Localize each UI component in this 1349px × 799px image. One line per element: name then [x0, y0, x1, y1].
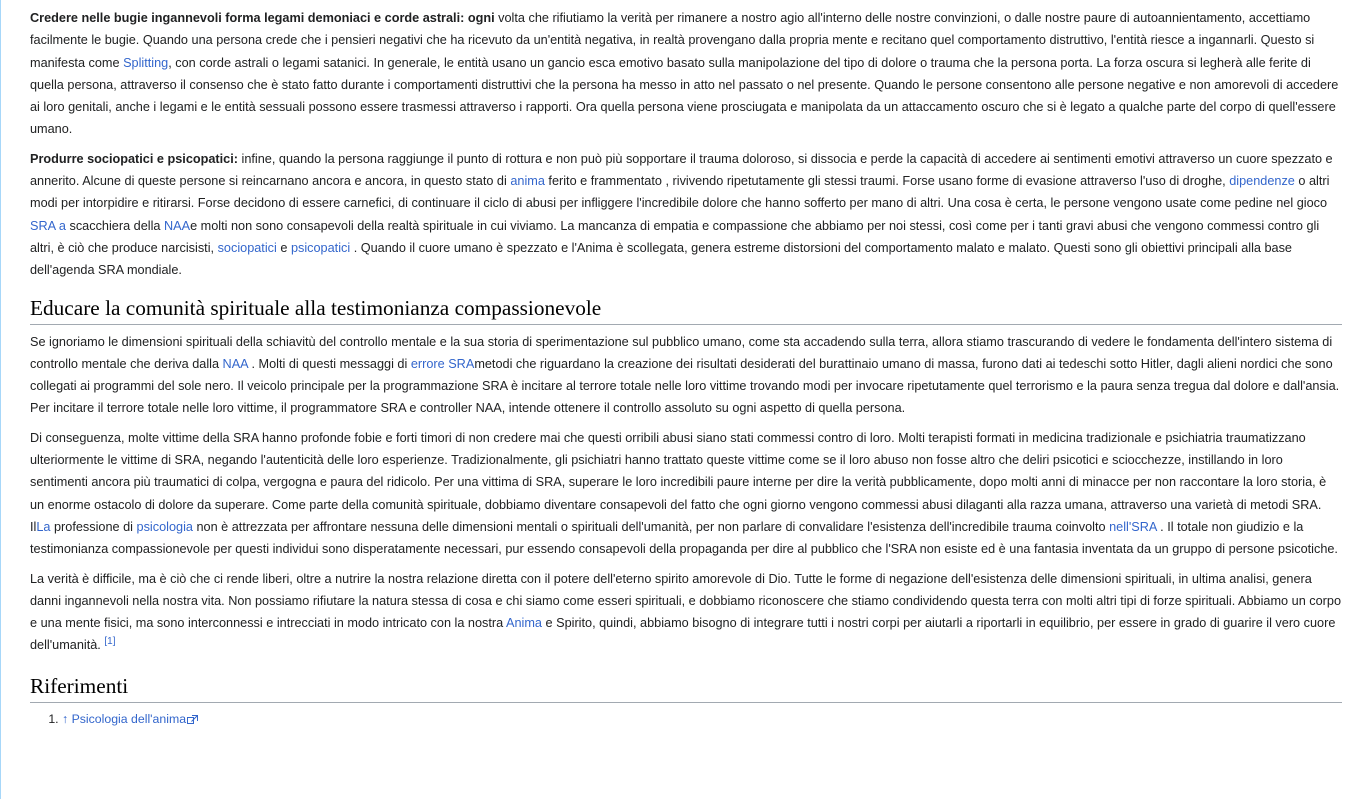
link-naa[interactable]: NAA — [164, 218, 191, 233]
paragraph-truth — [30, 568, 1342, 657]
paragraph-text: e molti non sono consapevoli della realtà spirituale in cui viviamo. La mancanza di empatia e compassione che abbiamo per noi stessi, così come per i tanti gravi abusi che vengono commessi contro gli altri, è ciò che produce narcisisti, — [30, 218, 1320, 255]
link-psicopatici[interactable]: psicopatici — [290, 240, 351, 255]
paragraph-text: Se ignoriamo le dimensioni spirituali della schiavitù del controllo mentale e la sua storia di sperimentazione sul pubblico umano, come sta accadendo sulla terra, allora stiamo trascurando di vedere le fondamenta dell'intero sistema di controllo mentale che deriva dalla — [30, 334, 1333, 371]
reference-item — [62, 709, 1342, 729]
link-nell-sra[interactable]: nell'SRA — [1109, 519, 1157, 534]
reference-link[interactable]: Psicologia dell'anima — [71, 711, 187, 726]
paragraph-text: Di conseguenza, molte vittime della SRA hanno profonde fobie e forti timori di non credere mai che questi orribili abusi siano stati commessi contro di loro. Molti terapisti formati in medicina tradizionale e psichiatria traumatizzano ulteriormente le vittime di SRA, negando l'autenticità delle loro esperienze. Tradizionalmente, gli psichiatri hanno trattato queste vittime come se il loro abuso non fosse altro che deliri psicotici e sciocchezze, instillando in loro sentimenti ancora più traumatici di colpa, vergogna e paura del ridicolo. Per una vittima di SRA, superare le loro incredibili paure interne per dire la verità pubblicamente, dopo molti anni di minacce per non raccontare la loro storia, è un enorme ostacolo di dolore da superare. Come parte della comunità spirituale, dobbiamo diventare consapevoli del fatto che ogni giorno vengono commessi abusi dilaganti alla razza umana, attraverso una varietà di metodi SRA. Il — [30, 430, 1327, 534]
section-heading-educare: Educare la comunità spirituale alla testimonianza compassionevole — [30, 295, 1342, 325]
reference-backlink[interactable]: ↑ — [62, 711, 69, 726]
paragraph-text: ferito e frammentato , rivivendo ripetutamente gli stessi traumi. Forse usano forme di evasione attraverso l'uso di droghe, — [544, 174, 1230, 189]
link-anima[interactable]: anima — [510, 174, 545, 189]
link-naa[interactable]: NAA — [222, 356, 248, 371]
link-psicologia[interactable]: psicologia — [136, 519, 193, 534]
paragraph-text: scacchiera della — [65, 218, 164, 233]
paragraph-text: . Il totale non giudizio e la testimonianza compassionevole per questi individui sono disperatamente necessari, pur essendo consapevoli della propaganda per dire al pubblico che l'SRA non esiste ed è una fantasia inventata da un gruppo di persone psicotiche. — [30, 519, 1338, 557]
paragraph-text: o altri modi per intorpidire e ritirarsi. Forse decidono di essere carnefici, di continuare il ciclo di abusi per infliggere l'incredibile dolore che hanno sofferto per mano di altri. Una cosa è certa, le persone vengono usate come pedine nel gioco — [30, 174, 1330, 211]
paragraph-mind-control — [30, 331, 1342, 420]
link-sra[interactable]: SRA a — [30, 218, 66, 233]
paragraph-text: . Molti di questi messaggi di — [247, 356, 411, 371]
link-dipendenze[interactable]: dipendenze — [1229, 174, 1295, 189]
paragraph-sociopaths — [30, 148, 1342, 282]
paragraph-text: metodi che riguardano la creazione dei risultati desiderati del burattinaio umano di massa, furono dati ai tedeschi sotto Hitler, dagli alieni nordici che sono collegati ai programmi del sole nero. Il veicolo principale per la programmazione SRA è incitare al terrore totale nelle loro vittime trovando modi per invocare ripetutamente quel terrorismo e la paura senza tregua dal dolore e dall'ansia. Per incitare il terrore totale nelle loro vittime, il programmatore SRA e controller NAA, intende ottenere il controllo assoluto su ogni aspetto di quella persona. — [30, 356, 1340, 416]
external-link-icon — [187, 715, 198, 724]
paragraph-lead-bold: Produrre sociopatici e psicopatici: — [30, 151, 238, 166]
article-body — [30, 7, 1342, 729]
link-la[interactable]: La — [36, 519, 51, 534]
paragraph-astral-cords — [30, 7, 1342, 141]
link-sociopatici[interactable]: sociopatici — [217, 240, 277, 255]
link-splitting[interactable]: Splitting — [123, 55, 169, 70]
reference-marker[interactable]: [1] — [104, 636, 116, 648]
section-heading-riferimenti: Riferimenti — [30, 673, 1342, 703]
paragraph-lead-bold: Credere nelle bugie ingannevoli forma legami demoniaci e corde astrali: ogni — [30, 11, 495, 25]
link-errore-sra[interactable]: errore SRA — [410, 356, 475, 371]
paragraph-text: , con corde astrali o legami satanici. In generale, le entità usano un gancio esca emotivo basato sulla manipolazione del tipo di dolore o trauma che la persona porta. La forza oscura si legherà alle ferite di quella persona, attraverso il consenso che è stato fatto durante i comportamenti distruttivi che la persona ha messo in atto nel passato o nel presente. Quando le persone consentono alle persone negative e non amorevoli di accedere ai loro genitali, anche i legami e le entità sessuali possono essere trasmessi attraverso i rapporti. Ora quella persona viene prosciugata e manipolata da un attaccamento oscuro che si è legato a qualche parte del corpo di quell'essere umano. — [30, 55, 1339, 137]
paragraph-text: . Quando il cuore umano è spezzato e l'Anima è scollegata, genera estreme distorsioni del comportamento malato e malato. Questi sono gli obiettivi principali alla base dell'agenda SRA mondiale. — [30, 240, 1292, 278]
paragraph-victims — [30, 427, 1342, 561]
references-list — [30, 709, 1342, 729]
paragraph-text: professione di — [50, 519, 137, 534]
paragraph-text: La verità è difficile, ma è ciò che ci rende liberi, oltre a nutrire la nostra relazione diretta con il potere dell'eterno spirito amorevole di Dio. Tutte le forme di negazione dell'esistenza delle dimensioni spirituali, in ultima analisi, genera danni ingannevoli nella nostra vita. Non possiamo rifiutare la natura stessa di cosa e chi siamo come esseri spirituali, e dobbiamo riconoscere che stiamo condividendo questa terra con molti altri tipi di forze spirituali. Abbiamo un corpo e una mente fisici, ma sono interconnessi e intrecciati in modo intricato con la nostra — [30, 571, 1342, 631]
paragraph-text: volta che rifiutiamo la verità per rimanere a nostro agio all'interno delle nostre convinzioni, o dalle nostre paure di autoannientamento, accettiamo facilmente le bugie. Quando una persona crede che i pensieri negativi che ha ricevuto da un'entità negativa, in realtà provengano dalla propria mente e recitano quel comportamento distruttivo, l'entità riesce a ingannarli. Questo si manifesta come — [30, 11, 1315, 70]
paragraph-text: infine, quando la persona raggiunge il punto di rottura e non può più sopportare il trauma doloroso, si dissocia e perde la capacità di accedere ai sentimenti emotivi attraverso un cuore spezzato e annerito. Alcune di queste persone si reincarnano ancora e ancora, in questo stato di — [30, 151, 1333, 189]
paragraph-text: non è attrezzata per affrontare nessuna delle dimensioni mentali o spirituali dell'umanità, per non parlare di convalidare l'esistenza dell'incredibile trauma coinvolto — [192, 519, 1110, 534]
link-anima[interactable]: Anima — [506, 616, 542, 631]
paragraph-text: e — [276, 240, 291, 255]
paragraph-text: e Spirito, quindi, abbiamo bisogno di integrare tutti i nostri corpi per aiutarli a riportarli in equilibrio, per essere in grado di guarire il vero cuore dell'umanità. — [30, 616, 1336, 653]
